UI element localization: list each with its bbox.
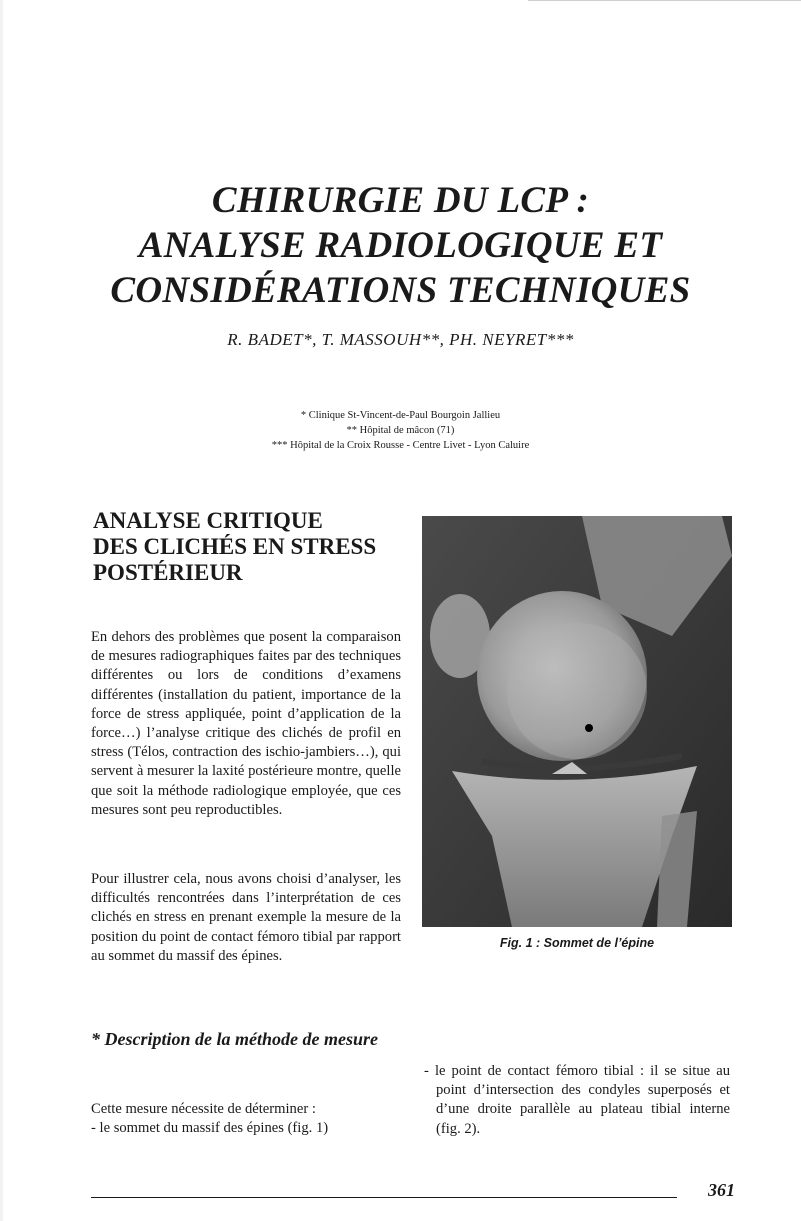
radiograph-image xyxy=(422,516,732,927)
header-rule xyxy=(528,0,801,1)
knee-radiograph xyxy=(422,516,732,927)
title-line-3: CONSIDÉRATIONS TECHNIQUES xyxy=(110,270,691,311)
section-heading-line-1: ANALYSE CRITIQUE xyxy=(93,508,323,533)
title-line-1: CHIRURGIE DU LCP : xyxy=(211,180,590,221)
section-heading-line-3: POSTÉRIEUR xyxy=(93,560,243,585)
femoral-condyle-overlap xyxy=(507,623,647,759)
method-intro xyxy=(91,1100,401,1138)
affiliation-2: ** Hôpital de mâcon (71) xyxy=(346,425,455,436)
footer-rule xyxy=(91,1197,677,1198)
section-heading-line-2: DES CLICHÉS EN STRESS xyxy=(93,534,377,559)
subsection-heading: * Description de la méthode de mesure xyxy=(91,1029,378,1049)
paragraph-2: Pour illustrer cela, nous avons choisi d’analyser, les difficultés rencontrées dans l’interprétation de ces clichés en stress en prenant exemple la mesure de la position du point de contact fémoro tibial par rapport au sommet du massif des épines. xyxy=(91,871,401,964)
article-title xyxy=(0,178,801,313)
title-line-2: ANALYSE RADIOLOGIQUE ET xyxy=(138,225,663,266)
method-item-2: - le point de contact fémoro tibial : il se situe au point d’intersection des condyles superposés et d’une droite parallèle au plateau tibial interne (fig. 2). xyxy=(424,1063,730,1137)
affiliation-1: * Clinique St-Vincent-de-Paul Bourgoin Jallieu xyxy=(300,410,501,421)
affiliations xyxy=(0,408,801,453)
method-intro-text: Cette mesure nécessite de déterminer : xyxy=(91,1101,316,1117)
figure-caption: Fig. 1 : Sommet de l’épine xyxy=(499,936,655,950)
method-item-1: - le sommet du massif des épines (fig. 1) xyxy=(91,1120,329,1137)
section-heading xyxy=(93,508,413,586)
page-number: 361 xyxy=(708,1180,735,1200)
paragraph-1: En dehors des problèmes que posent la comparaison de mesures radiographiques faites par des techniques différentes ou lors de conditions d’examens différentes (installation du patient, importance de la force de stress appliquée, point d’application de la force…) l’analyse critique des clichés de profil en stress (Télos, contraction des ischio-jambiers…), qui servent à mesurer la laxité postérieure montre, quelle que soit la méthode radiologique employée, que ces mesures sont peu reproductibles. xyxy=(91,629,401,818)
affiliation-3: *** Hôpital de la Croix Rousse - Centre Livet - Lyon Caluire xyxy=(271,440,530,451)
measurement-point xyxy=(585,724,593,732)
authors: R. BADET*, T. MASSOUH**, PH. NEYRET*** xyxy=(227,330,574,349)
